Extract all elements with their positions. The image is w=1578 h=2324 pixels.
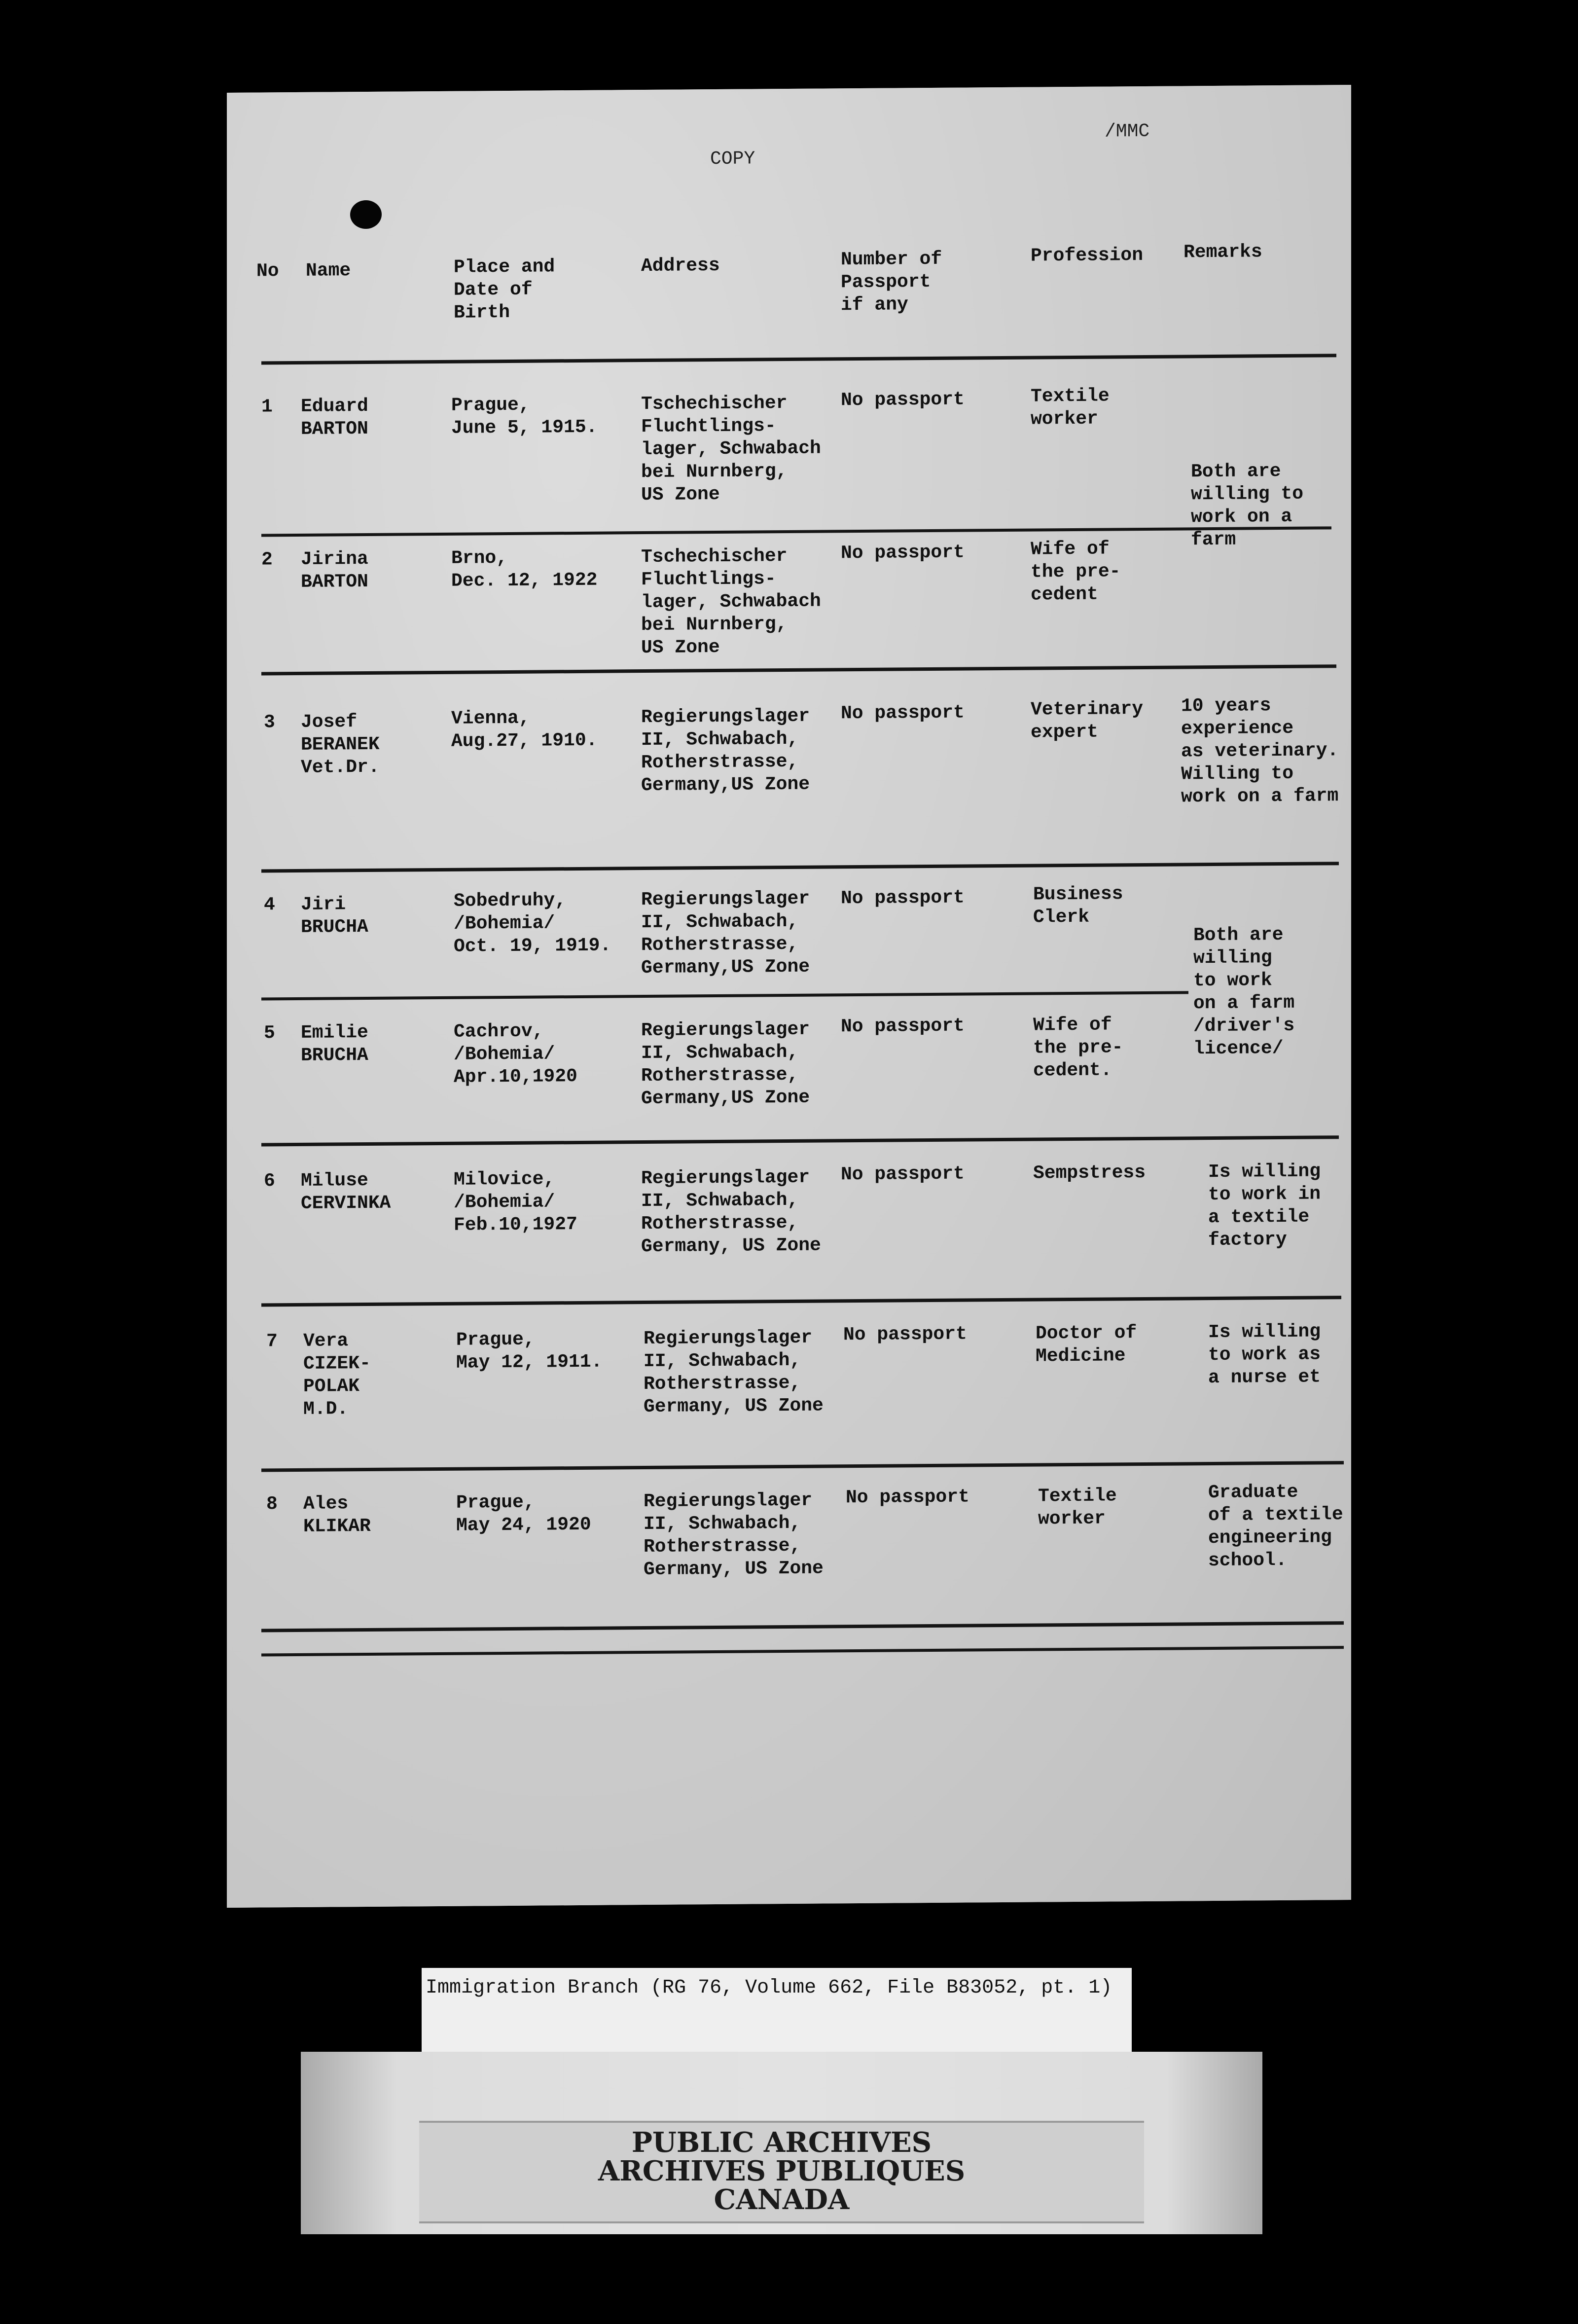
remarks-rows-1-2: Both are willing to work on a farm bbox=[1191, 461, 1304, 551]
remarks-row-7: Is willing to work as a nurse et bbox=[1208, 1321, 1321, 1389]
row-6-no: 6 bbox=[264, 1170, 275, 1192]
row-6-passport: No passport bbox=[841, 1163, 965, 1186]
row-7-passport: No passport bbox=[843, 1323, 967, 1346]
archive-stamp bbox=[419, 2121, 1144, 2223]
header-remarks: Remarks bbox=[1184, 241, 1262, 263]
row-8-address: Regierungslager II, Schwabach, Rotherstrasse, Germany, US Zone bbox=[644, 1489, 824, 1581]
row-4-rule bbox=[261, 991, 1188, 1000]
header-passport: Number of Passport if any bbox=[841, 248, 942, 316]
file-mark: /MMC bbox=[1105, 120, 1150, 143]
row-4-profession: Business Clerk bbox=[1033, 883, 1123, 928]
row-2-no: 2 bbox=[261, 549, 273, 571]
row-6-rule bbox=[261, 1296, 1341, 1307]
bottom-rule bbox=[261, 1646, 1344, 1656]
row-3-address: Regierungslager II, Schwabach, Rotherstrasse, Germany,US Zone bbox=[641, 705, 810, 797]
header-profession: Profession bbox=[1031, 244, 1144, 267]
row-2-rule bbox=[261, 664, 1336, 675]
archive-label-text: Immigration Branch (RG 76, Volume 662, File B83052, pt. 1) bbox=[426, 1977, 1112, 1999]
row-8-name: Ales KLIKAR bbox=[303, 1493, 371, 1537]
row-1-birth: Prague, June 5, 1915. bbox=[451, 394, 598, 439]
row-5-address: Regierungslager II, Schwabach, Rotherstrasse, Germany,US Zone bbox=[641, 1018, 810, 1110]
remarks-rows-4-5: Both are willing to work on a farm /driver's licence/ bbox=[1193, 924, 1295, 1060]
row-3-profession: Veterinary expert bbox=[1031, 698, 1144, 743]
row-7-birth: Prague, May 12, 1911. bbox=[456, 1329, 603, 1374]
header-birth: Place and Date of Birth bbox=[454, 256, 555, 324]
row-5-profession: Wife of the pre- cedent. bbox=[1033, 1014, 1123, 1082]
copy-heading: COPY bbox=[710, 148, 755, 170]
row-5-name: Emilie BRUCHA bbox=[301, 1021, 368, 1066]
row-2-passport: No passport bbox=[841, 542, 965, 564]
row-5-no: 5 bbox=[264, 1022, 275, 1044]
row-2-birth: Brno, Dec. 12, 1922 bbox=[451, 547, 598, 592]
row-4-address: Regierungslager II, Schwabach, Rotherstrasse, Germany,US Zone bbox=[641, 888, 810, 979]
row-1-profession: Textile worker bbox=[1031, 385, 1110, 430]
row-5-rule bbox=[261, 1135, 1339, 1146]
row-6-name: Miluse CERVINKA bbox=[301, 1169, 391, 1214]
row-8-birth: Prague, May 24, 1920 bbox=[456, 1491, 591, 1536]
stamp-line-3: CANADA bbox=[714, 2183, 850, 2216]
remarks-row-6: Is willing to work in a textile factory bbox=[1208, 1161, 1321, 1251]
row-5-passport: No passport bbox=[841, 1015, 965, 1038]
row-4-no: 4 bbox=[264, 894, 275, 916]
row-4-passport: No passport bbox=[841, 887, 965, 909]
row-6-profession: Sempstress bbox=[1033, 1162, 1146, 1184]
row-6-birth: Milovice, /Bohemia/ Feb.10,1927 bbox=[454, 1168, 577, 1236]
row-2-name: Jirina BARTON bbox=[301, 548, 368, 593]
remarks-row-8: Graduate of a textile engineering school. bbox=[1208, 1481, 1343, 1572]
row-7-name: Vera CIZEK- POLAK M.D. bbox=[303, 1330, 371, 1420]
row-8-rule bbox=[261, 1621, 1344, 1632]
punch-hole bbox=[350, 200, 382, 229]
row-3-no: 3 bbox=[264, 712, 275, 733]
archive-stamp-band bbox=[301, 2052, 1262, 2234]
row-2-profession: Wife of the pre- cedent bbox=[1031, 538, 1121, 606]
row-3-rule bbox=[261, 862, 1339, 872]
row-4-name: Jiri BRUCHA bbox=[301, 894, 368, 938]
header-name: Name bbox=[306, 260, 351, 282]
remarks-row-3: 10 years experience as veterinary. Willing to work on a farm bbox=[1181, 695, 1339, 808]
row-8-passport: No passport bbox=[846, 1486, 969, 1509]
row-7-profession: Doctor of Medicine bbox=[1036, 1322, 1137, 1367]
row-1-no: 1 bbox=[261, 396, 273, 418]
row-8-profession: Textile worker bbox=[1038, 1485, 1117, 1530]
row-5-birth: Cachrov, /Bohemia/ Apr.10,1920 bbox=[454, 1020, 577, 1088]
row-3-name: Josef BERANEK Vet.Dr. bbox=[301, 711, 380, 778]
header-address: Address bbox=[641, 254, 720, 277]
row-3-birth: Vienna, Aug.27, 1910. bbox=[451, 707, 598, 752]
row-8-no: 8 bbox=[266, 1493, 278, 1515]
header-rule bbox=[261, 354, 1336, 364]
stamp-line-2: ARCHIVES PUBLIQUES bbox=[598, 2155, 966, 2187]
row-3-passport: No passport bbox=[841, 702, 965, 725]
row-1-rule bbox=[261, 526, 1331, 537]
row-7-rule bbox=[261, 1461, 1344, 1472]
header-no: No bbox=[256, 260, 279, 282]
row-1-passport: No passport bbox=[841, 389, 965, 411]
row-1-address: Tschechischer Fluchtlings- lager, Schwabach bei Nurnberg, US Zone bbox=[641, 393, 821, 506]
row-2-address: Tschechischer Fluchtlings- lager, Schwabach bei Nurnberg, US Zone bbox=[641, 545, 821, 659]
row-1-name: Eduard BARTON bbox=[301, 395, 368, 440]
row-7-no: 7 bbox=[266, 1331, 278, 1352]
row-6-address: Regierungslager II, Schwabach, Rotherstrasse, Germany, US Zone bbox=[641, 1166, 821, 1258]
stamp-line-1: PUBLIC ARCHIVES bbox=[631, 2126, 932, 2159]
document-sheet bbox=[227, 85, 1351, 1908]
row-7-address: Regierungslager II, Schwabach, Rotherstrasse, Germany, US Zone bbox=[644, 1327, 824, 1418]
row-4-birth: Sobedruhy, /Bohemia/ Oct. 19, 1919. bbox=[454, 890, 611, 957]
